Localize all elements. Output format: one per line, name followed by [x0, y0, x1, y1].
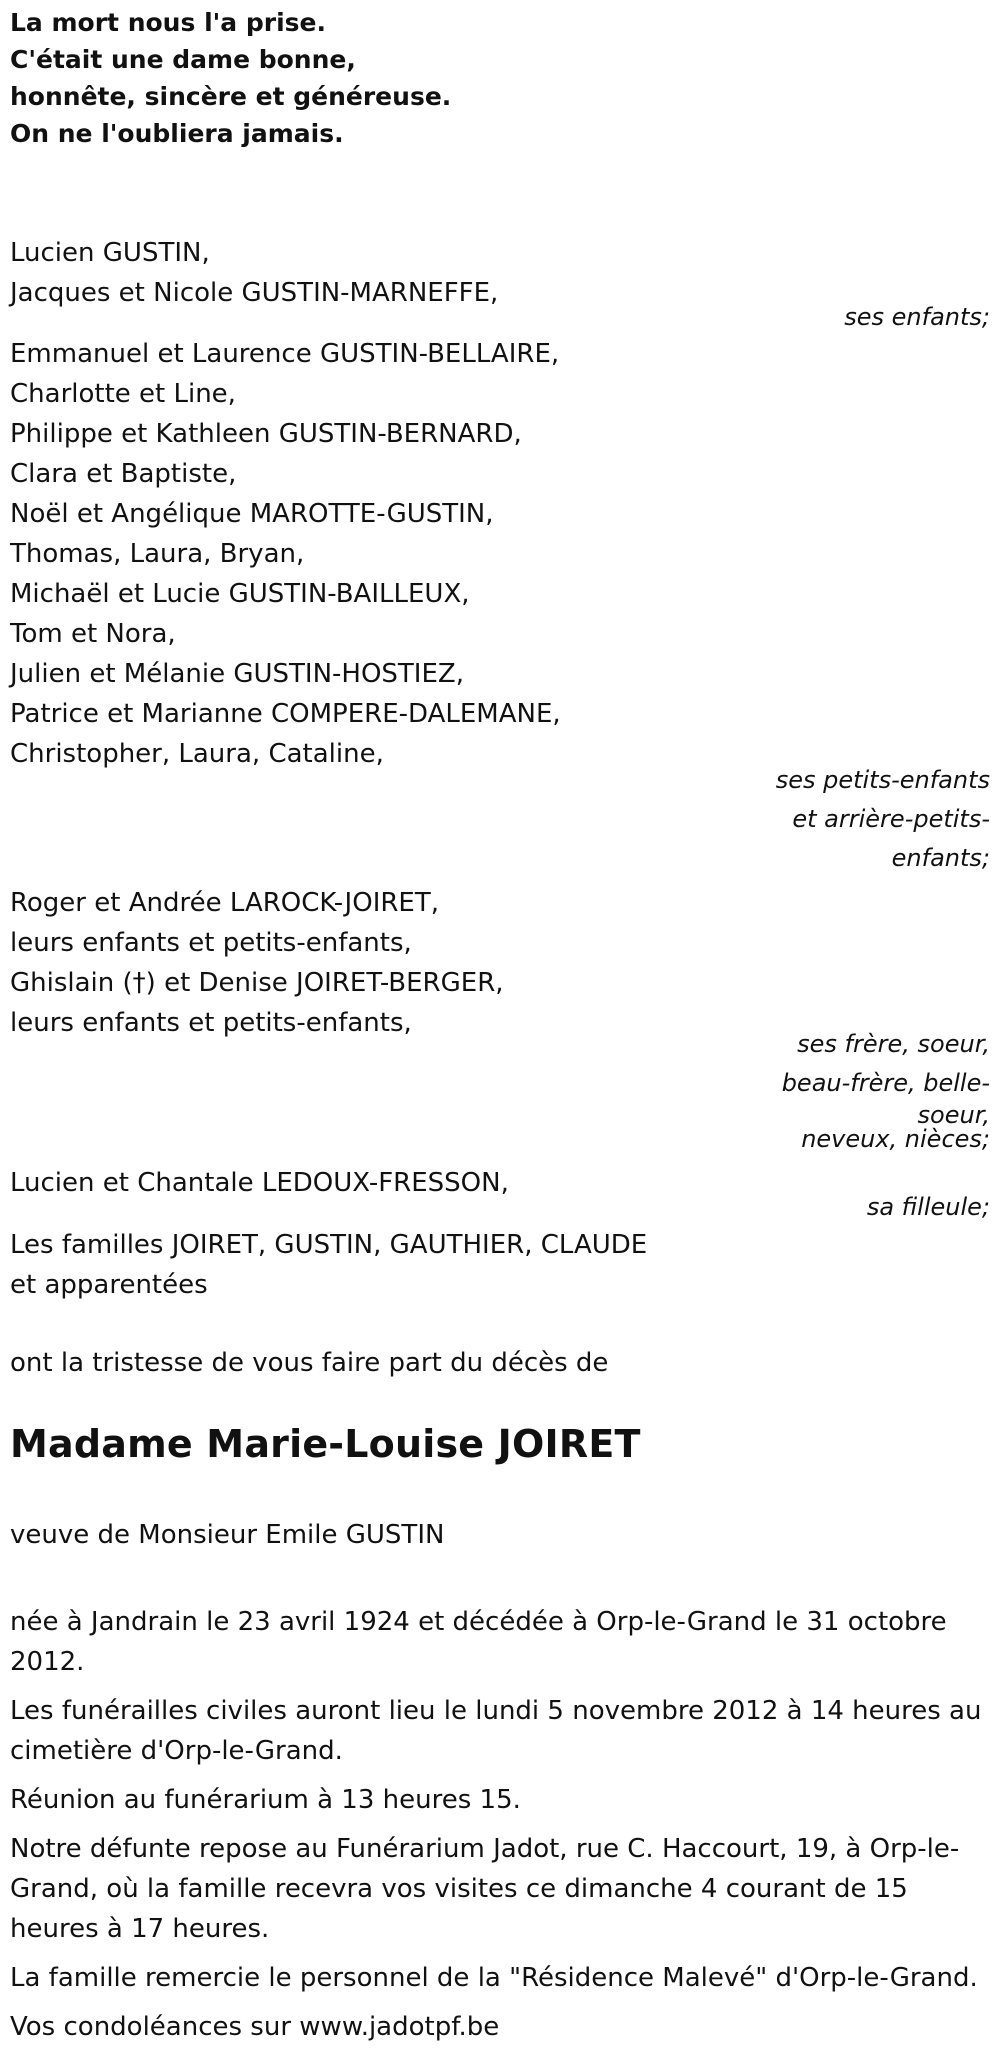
family-name-line: Les familles JOIRET, GUSTIN, GAUTHIER, CLAUDE — [10, 1230, 648, 1260]
family-name-line: Julien et Mélanie GUSTIN-HOSTIEZ, — [10, 659, 464, 689]
label-line: et arrière-petits- — [792, 805, 990, 833]
condolences-paragraph: Vos condoléances sur www.jadotpf.be — [10, 2012, 500, 2042]
label-line: soeur, — [917, 1101, 990, 1129]
family-name-line: et apparentées — [10, 1270, 208, 1300]
poem-line: On ne l'oubliera jamais. — [10, 119, 344, 148]
poem-line: honnête, sincère et généreuse. — [10, 82, 452, 111]
announcement: ont la tristesse de vous faire part du décès de — [10, 1348, 609, 1378]
visitation-paragraph: Notre défunte repose au Funérarium Jadot, rue C. Haccourt, 19, à Orp-le-Grand, où la famille recevra vos visites ce dimanche 4 courant de 15 heures à 17 heures. — [10, 1834, 960, 1944]
siblings-names — [10, 883, 504, 1043]
label-line: neveux, nièces; — [801, 1125, 990, 1153]
widow-of: veuve de Monsieur Emile GUSTIN — [10, 1520, 445, 1550]
family-name-line: Emmanuel et Laurence GUSTIN-BELLAIRE, — [10, 339, 560, 369]
family-name-line: leurs enfants et petits-enfants, — [10, 1008, 412, 1038]
goddaughter-names — [10, 1163, 509, 1203]
poem-line: La mort nous l'a prise. — [10, 8, 326, 37]
family-name-line: Philippe et Kathleen GUSTIN-BERNARD, — [10, 419, 522, 449]
grandchildren-names — [10, 334, 561, 774]
goddaughter-label: sa filleule; — [866, 1193, 990, 1221]
birth-death-paragraph: née à Jandrain le 23 avril 1924 et décédée à Orp-le-Grand le 31 octobre 2012. — [10, 1607, 947, 1677]
grandchildren-label — [776, 761, 990, 878]
family-name-line: Lucien et Chantale LEDOUX-FRESSON, — [10, 1168, 509, 1198]
family-name-line: Lucien GUSTIN, — [10, 238, 210, 268]
children-names — [10, 233, 498, 313]
family-name-line: Michaël et Lucie GUSTIN-BAILLEUX, — [10, 579, 470, 609]
siblings-label — [782, 1025, 990, 1151]
deceased-name: Madame Marie-Louise JOIRET — [10, 1422, 641, 1466]
reunion-paragraph: Réunion au funérarium à 13 heures 15. — [10, 1785, 521, 1815]
families — [10, 1225, 647, 1305]
family-name-line: Christopher, Laura, Cataline, — [10, 739, 384, 769]
family-name-line: Noël et Angélique MAROTTE-GUSTIN, — [10, 499, 494, 529]
poem — [10, 6, 451, 150]
label-line: enfants; — [891, 844, 990, 872]
label-line: beau-frère, belle- — [781, 1069, 990, 1097]
poem-line: C'était une dame bonne, — [10, 45, 356, 74]
family-name-line: Tom et Nora, — [10, 619, 176, 649]
family-name-line: Thomas, Laura, Bryan, — [10, 539, 305, 569]
family-name-line: Ghislain (†) et Denise JOIRET-BERGER, — [10, 968, 504, 998]
family-name-line: Jacques et Nicole GUSTIN-MARNEFFE, — [10, 278, 499, 308]
family-name-line: leurs enfants et petits-enfants, — [10, 928, 412, 958]
family-name-line: Charlotte et Line, — [10, 379, 236, 409]
family-name-line: Clara et Baptiste, — [10, 459, 237, 489]
thanks-paragraph: La famille remercie le personnel de la "Résidence Malevé" d'Orp-le-Grand. — [10, 1963, 978, 1993]
funeral-paragraph: Les funérailles civiles auront lieu le lundi 5 novembre 2012 à 14 heures au cimetière d'Orp-le-Grand. — [10, 1696, 982, 1766]
children-label: ses enfants; — [844, 303, 990, 331]
label-line: ses frère, soeur, — [797, 1030, 990, 1058]
family-name-line: Roger et Andrée LAROCK-JOIRET, — [10, 888, 439, 918]
family-name-line: Patrice et Marianne COMPERE-DALEMANE, — [10, 699, 561, 729]
label-line: ses petits-enfants — [775, 766, 990, 794]
